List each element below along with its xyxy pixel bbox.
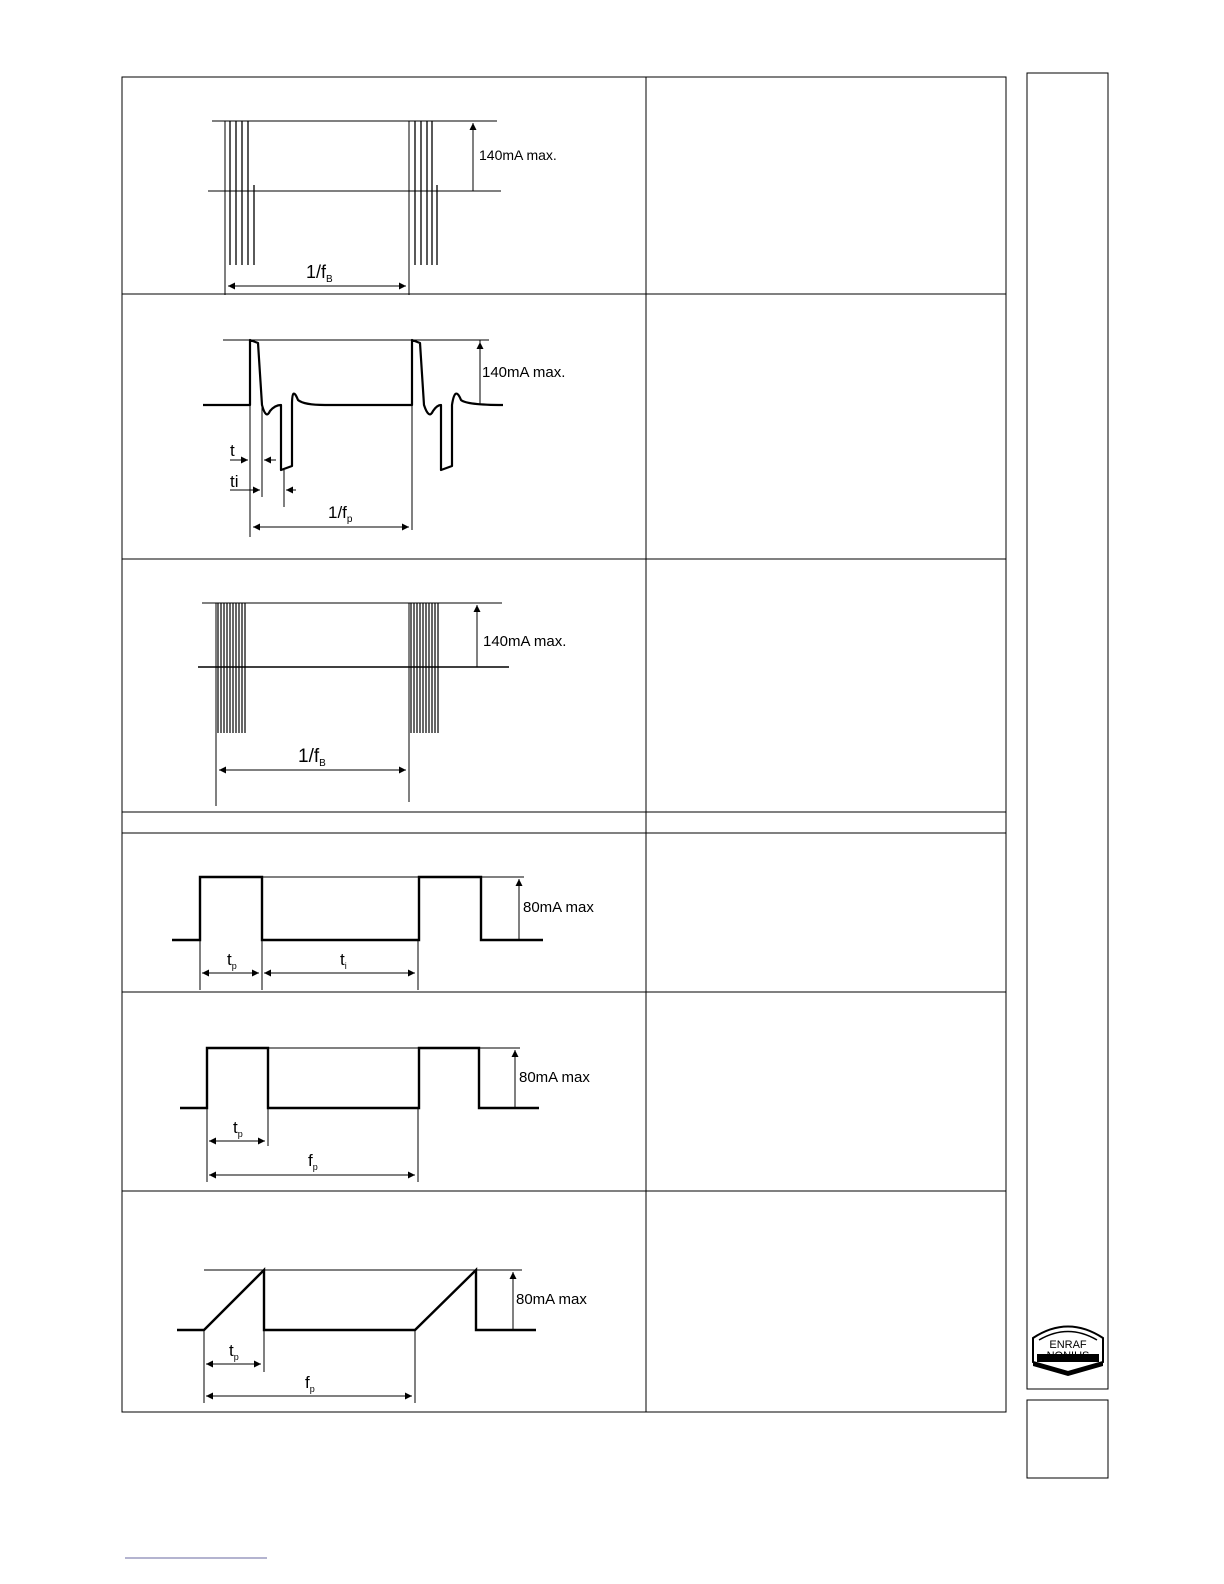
side-tab-upper [1027, 73, 1108, 1389]
waveform-rectangular-1 [172, 877, 594, 990]
tp-label: $t_p$ [229, 1341, 239, 1362]
waveform-biphasic-pulse [203, 340, 565, 537]
tp-label: $t_p$ [233, 1118, 243, 1139]
side-tab-lower [1027, 1400, 1108, 1478]
period-label: $1/f_B$ [298, 746, 326, 769]
amplitude-label: 140mA max. [483, 633, 567, 650]
amplitude-label: 80mA max [523, 899, 594, 916]
amplitude-label: 140mA max. [479, 147, 557, 163]
tp-label: $t_p$ [227, 950, 237, 971]
fp-label: $f_p$ [305, 1373, 315, 1394]
amplitude-label: 140mA max. [482, 364, 566, 381]
logo-line-2: NONIUS [1046, 1350, 1090, 1362]
fp-label: $f_p$ [308, 1151, 318, 1172]
ti-label: ti [230, 472, 239, 491]
enraf-nonius-logo [1033, 1327, 1103, 1377]
logo-line-1: ENRAF [1049, 1339, 1087, 1351]
waveform-rectangular-2 [180, 1048, 590, 1182]
waveform-burst-2 [198, 603, 566, 806]
period-label: $1/f_B$ [306, 262, 333, 285]
period-label: $1/f_p$ [328, 503, 353, 525]
waveform-ramp [177, 1270, 587, 1403]
amplitude-label: 80mA max [519, 1069, 590, 1086]
amplitude-label: 80mA max [516, 1291, 587, 1308]
waveform-burst-1 [208, 121, 557, 295]
ti-label: $t_i$ [340, 950, 347, 971]
waveform-table [122, 77, 1006, 1412]
t-label: t [230, 441, 235, 460]
